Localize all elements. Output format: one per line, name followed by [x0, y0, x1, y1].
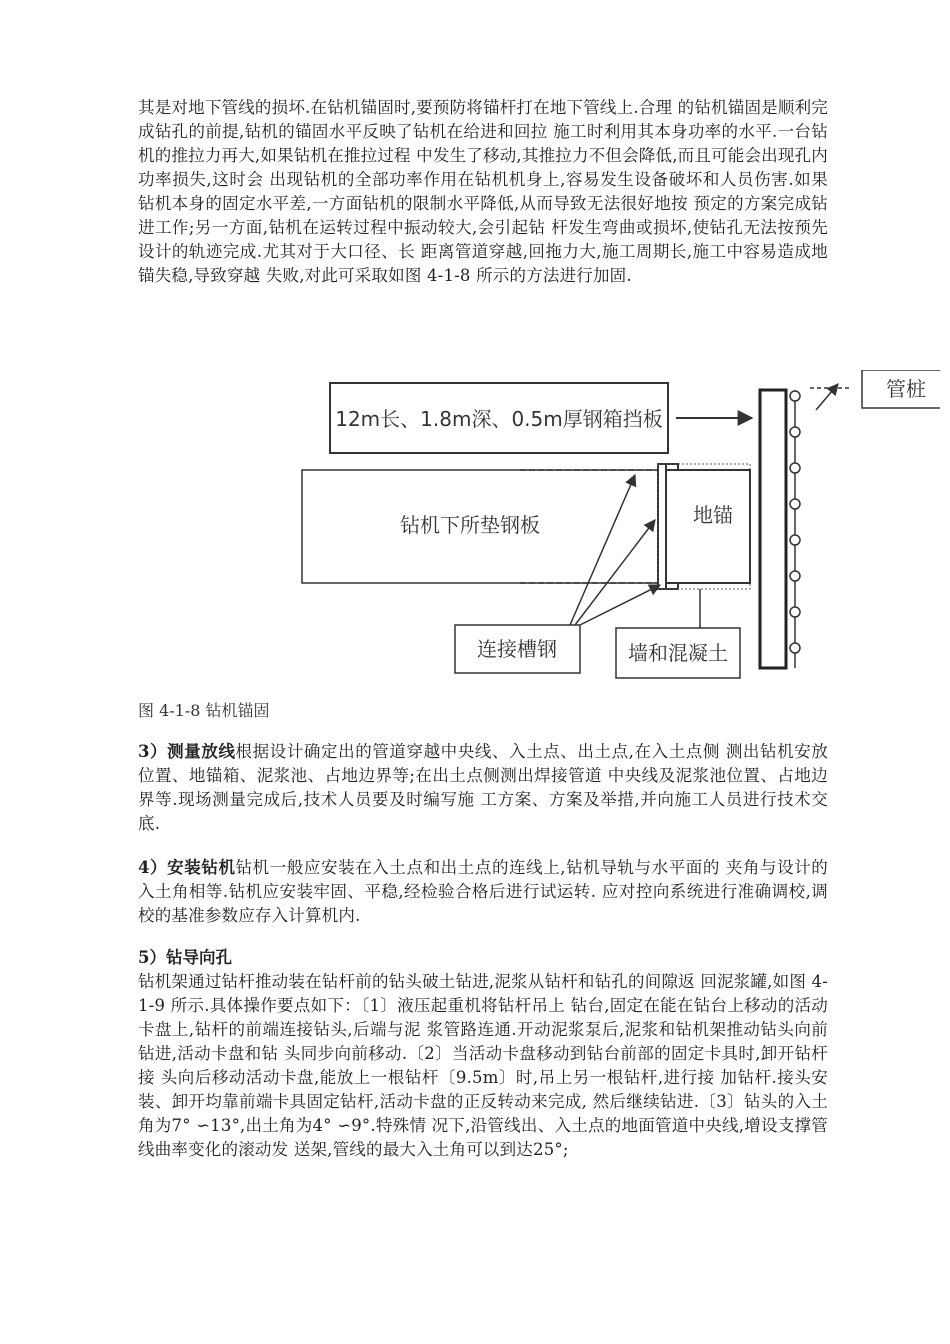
pipe-pile-label: 管桩: [886, 377, 926, 401]
section-4-title: 4）安装钻机: [138, 858, 236, 877]
section-5-paragraph: 钻机架通过钻杆推动装在钻杆前的钻头破土钻进,泥浆从钻杆和钻孔的间隙返 回泥浆罐,如图 4-1-9 所示.具体操作要点如下：〔1〕液压起重机将钻杆吊上 钻台,固定在能在钻台上移动的活动卡盘上,钻杆的前端连接钻头,后端与泥 浆管路连通.开动泥浆泵后,泥浆和钻机架推动钻头向前钻进,活动卡盘和钻 头同步向前移动.〔2〕当活动卡盘移动到钻台前部的固定卡具时,卸开钻杆接 头向后移动活动卡盘,能放上一根钻杆〔9.5m〕时,吊上另一根钻杆,进行接 加钻杆.接头安装、卸开均靠前端卡具固定钻杆,活动卡盘的正反转动来完成, 然后继续钻进.〔3〕钻头的入土角为7° ∽13°,出土角为4° ∽9°.特殊情 况下,沿管线出、入土点的地面管道中央线,增设支撑管线曲率变化的滚动发 送架,管线的最大入土角可以到达25°;: [138, 972, 828, 1159]
steel-plate-label: 钻机下所垫钢板: [400, 513, 540, 537]
section-3-paragraph: [138, 740, 828, 836]
wall-concrete-label: 墙和混凝土: [628, 641, 728, 665]
channel-steel-label: 连接槽钢: [477, 637, 557, 661]
steel-box-baffle-label: 12m长、1.8m深、0.5m厚钢箱挡板: [335, 407, 663, 431]
section-4-text: 钻机一般应安装在入土点和出土点的连线上,钻机导轨与水平面的 夹角与设计的入土角相等.钻机应安装牢固、平稳,经检验合格后进行试运转. 应对控向系统进行准确调校,调校的基准参数应存入计算机内.: [138, 858, 828, 925]
section-5-title: 5）钻导向孔: [138, 948, 232, 967]
section-3-text: 根据设计确定出的管道穿越中央线、入土点、出土点,在入土点侧 测出钻机安放位置、地锚箱、泥浆池、占地边界等;在出土点侧测出焊接管道 中央线及泥浆池位置、占地边界等.现场测量完成后,技术人员要及时编写施 工方案、方案及举措,并向施工人员进行技术交底.: [138, 742, 828, 833]
wall: [760, 390, 786, 668]
anchor-label: 地锚: [693, 503, 733, 527]
section-4-paragraph: [138, 856, 828, 928]
intro-paragraph: 其是对地下管线的损坏.在钻机锚固时,要预防将锚杆打在地下管线上.合理 的钻机锚固是顺利完成钻孔的前提,钻机的锚固水平反映了钻机在给进和回拉 施工时利用其本身功率的水平.一台钻机的推拉力再大,如果钻机在推拉过程 中发生了移动,其推拉力不但会降低,而且可能会出现孔内功率损失,这时会 出现钻机的全部功率作用在钻机机身上,容易发生设备破坏和人员伤害.如果 钻机本身的固定水平差,一方面钻机的限制水平降低,从而导致无法很好地按 预定的方案完成钻进工作;另一方面,钻机在运转过程中振动较大,会引起钻 杆发生弯曲或损坏,使钻孔无法按预先设计的轨迹完成.尤其对于大口径、长 距离管道穿越,回拖力大,施工周期长,施工中容易造成地锚失稳,导致穿越 失败,对此可采取如图 4-1-8 所示的方法进行加固.: [138, 98, 828, 285]
drill-anchor-diagram: [290, 370, 940, 700]
section-3-title: 3）测量放线: [138, 742, 236, 761]
figure-caption: 图 4-1-8 钻机锚固: [138, 701, 270, 720]
